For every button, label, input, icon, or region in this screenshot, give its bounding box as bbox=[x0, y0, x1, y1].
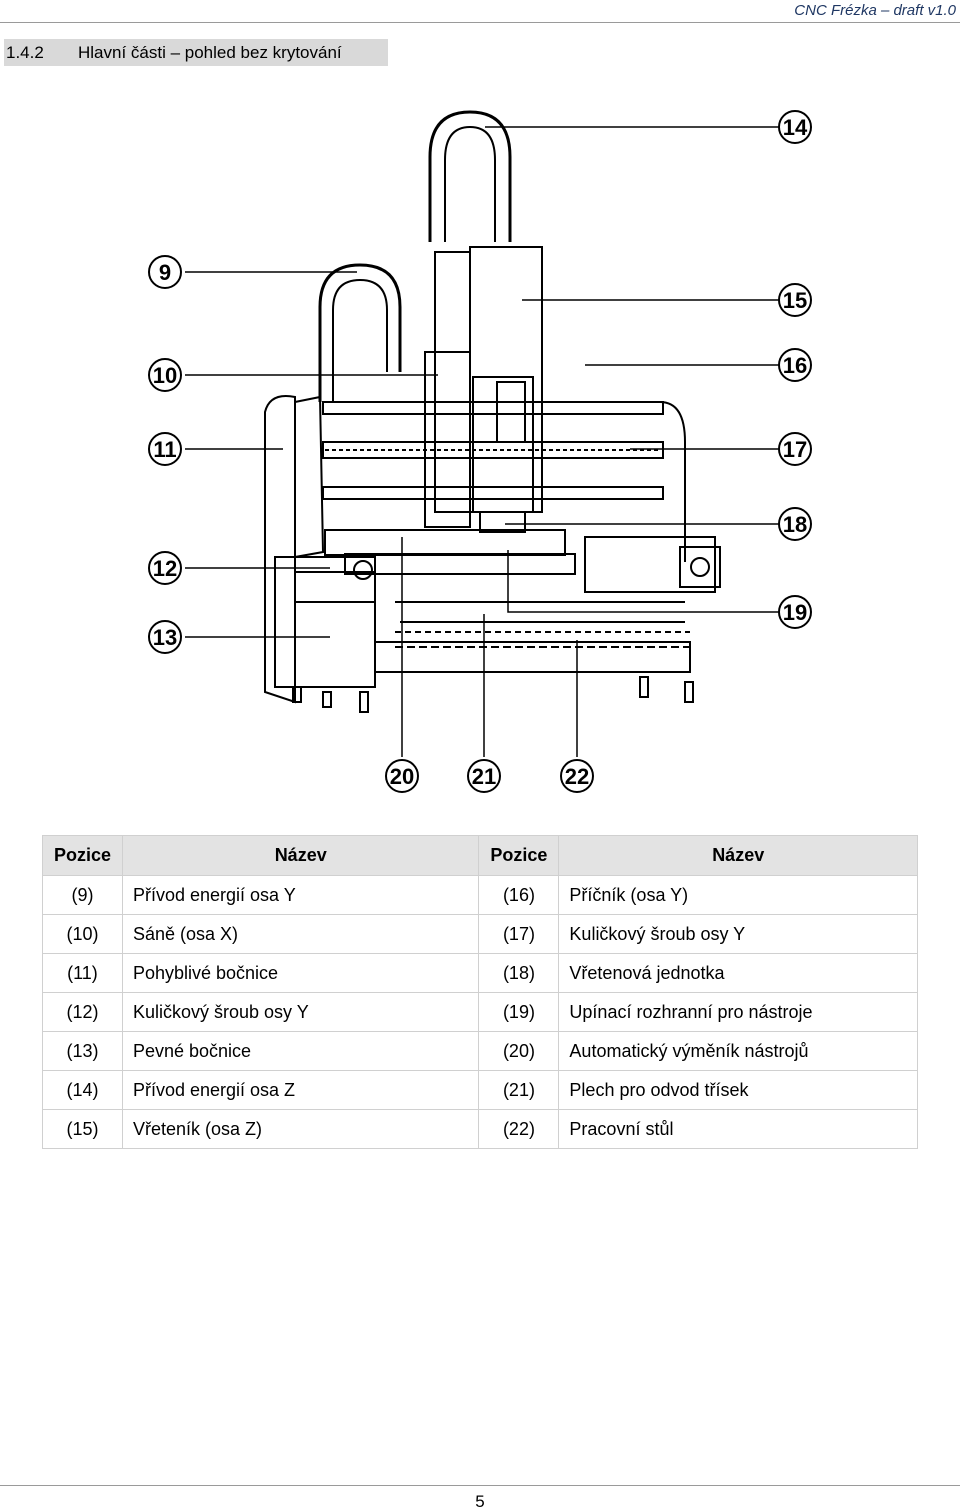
header-name: Název bbox=[122, 836, 479, 876]
header-rule bbox=[0, 22, 960, 23]
callout-12: 12 bbox=[152, 556, 178, 581]
position-cell: (22) bbox=[479, 1110, 559, 1149]
section-heading bbox=[4, 39, 388, 66]
position-cell: (18) bbox=[479, 954, 559, 993]
name-cell: Pevné bočnice bbox=[122, 1032, 479, 1071]
callout-group bbox=[149, 111, 811, 792]
callout-22: 22 bbox=[564, 764, 590, 789]
page-number: 5 bbox=[475, 1492, 485, 1511]
name-cell: Vřeteník (osa Z) bbox=[122, 1110, 479, 1149]
table-row bbox=[43, 1071, 918, 1110]
position-cell: (11) bbox=[43, 954, 123, 993]
callout-21: 21 bbox=[471, 764, 497, 789]
callout-19: 19 bbox=[782, 600, 808, 625]
table-row bbox=[43, 1032, 918, 1071]
position-cell: (9) bbox=[43, 876, 123, 915]
name-cell: Přívod energií osa Y bbox=[122, 876, 479, 915]
parts-table bbox=[42, 835, 918, 1149]
callout-13: 13 bbox=[152, 625, 178, 650]
position-cell: (16) bbox=[479, 876, 559, 915]
footer-rule bbox=[0, 1485, 960, 1486]
table-row bbox=[43, 915, 918, 954]
callout-15: 15 bbox=[782, 288, 808, 313]
position-cell: (12) bbox=[43, 993, 123, 1032]
section-title: Hlavní části – pohled bez krytování bbox=[78, 42, 342, 62]
position-cell: (13) bbox=[43, 1032, 123, 1071]
position-cell: (15) bbox=[43, 1110, 123, 1149]
name-cell: Pracovní stůl bbox=[559, 1110, 918, 1149]
table-row bbox=[43, 876, 918, 915]
running-header: CNC Frézka – draft v1.0 bbox=[794, 2, 956, 19]
header-name: Název bbox=[559, 836, 918, 876]
position-cell: (19) bbox=[479, 993, 559, 1032]
name-cell: Kuličkový šroub osy Y bbox=[559, 915, 918, 954]
callout-9: 9 bbox=[158, 260, 172, 285]
table-row bbox=[43, 993, 918, 1032]
name-cell: Kuličkový šroub osy Y bbox=[122, 993, 479, 1032]
table-row bbox=[43, 954, 918, 993]
position-cell: (14) bbox=[43, 1071, 123, 1110]
name-cell: Upínací rozhranní pro nástroje bbox=[559, 993, 918, 1032]
header-position: Pozice bbox=[479, 836, 559, 876]
callout-18: 18 bbox=[782, 512, 808, 537]
cnc-machine-diagram bbox=[145, 102, 815, 798]
position-cell: (21) bbox=[479, 1071, 559, 1110]
callout-11: 11 bbox=[153, 437, 177, 462]
callout-10: 10 bbox=[152, 363, 178, 388]
name-cell: Plech pro odvod třísek bbox=[559, 1071, 918, 1110]
callout-14: 14 bbox=[782, 115, 808, 140]
name-cell: Automatický výměník nástrojů bbox=[559, 1032, 918, 1071]
position-cell: (17) bbox=[479, 915, 559, 954]
position-cell: (10) bbox=[43, 915, 123, 954]
position-cell: (20) bbox=[479, 1032, 559, 1071]
callout-17: 17 bbox=[782, 437, 808, 462]
header-position: Pozice bbox=[43, 836, 123, 876]
name-cell: Příčník (osa Y) bbox=[559, 876, 918, 915]
callout-20: 20 bbox=[389, 764, 415, 789]
name-cell: Pohyblivé bočnice bbox=[122, 954, 479, 993]
name-cell: Přívod energií osa Z bbox=[122, 1071, 479, 1110]
name-cell: Vřetenová jednotka bbox=[559, 954, 918, 993]
section-number: 1.4.2 bbox=[6, 42, 44, 62]
callout-16: 16 bbox=[782, 353, 808, 378]
table-row bbox=[43, 1110, 918, 1149]
table-header-row bbox=[43, 836, 918, 876]
name-cell: Sáně (osa X) bbox=[122, 915, 479, 954]
